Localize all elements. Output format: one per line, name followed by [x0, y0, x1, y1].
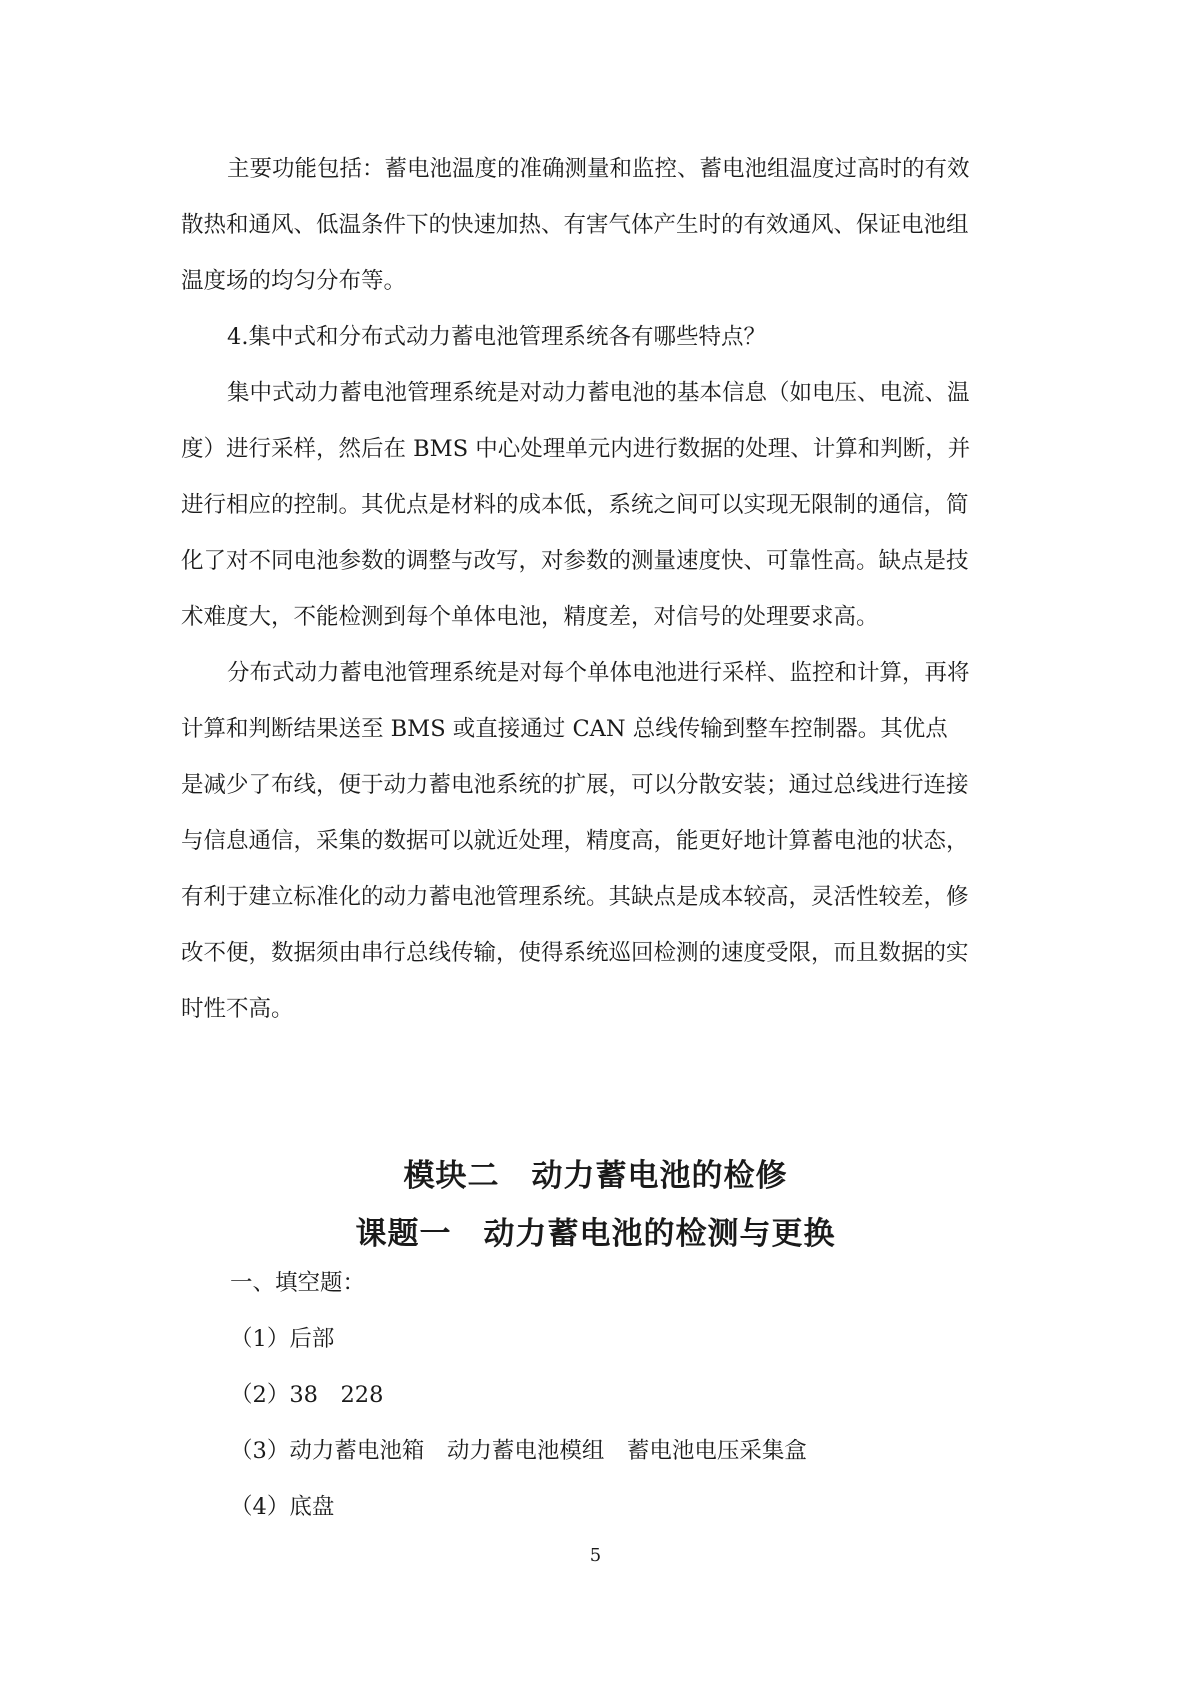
- fill-blank-heading: 一、填空题：: [230, 1270, 366, 1296]
- text-line: 主要功能包括：蓄电池温度的准确测量和监控、蓄电池组温度过高时的有效: [227, 156, 970, 182]
- text-line: 有利于建立标准化的动力蓄电池管理系统。其缺点是成本较高，灵活性较差，修: [181, 884, 969, 910]
- page-number: 5: [589, 1545, 602, 1566]
- topic-title: 课题一 动力蓄电池的检测与更换: [355, 1216, 836, 1252]
- text-line: 温度场的均匀分布等。: [181, 268, 407, 294]
- text-line: 时性不高。: [181, 996, 294, 1022]
- text-line: 散热和通风、低温条件下的快速加热、有害气体产生时的有效通风、保证电池组: [181, 212, 969, 238]
- answer-item: （2）38 228: [230, 1382, 384, 1408]
- text-line: 进行相应的控制。其优点是材料的成本低，系统之间可以实现无限制的通信，简: [181, 492, 969, 518]
- text-line: 化了对不同电池参数的调整与改写，对参数的测量速度快、可靠性高。缺点是技: [181, 548, 969, 574]
- text-line: 集中式动力蓄电池管理系统是对动力蓄电池的基本信息（如电压、电流、温: [227, 380, 970, 406]
- question-text: 4.集中式和分布式动力蓄电池管理系统各有哪些特点？: [227, 324, 766, 350]
- text-line: 计算和判断结果送至 BMS 或直接通过 CAN 总线传输到整车控制器。其优点: [181, 716, 948, 742]
- text-line: 与信息通信，采集的数据可以就近处理，精度高，能更好地计算蓄电池的状态，: [181, 828, 969, 854]
- text-line: 术难度大，不能检测到每个单体电池，精度差，对信号的处理要求高。: [181, 604, 879, 630]
- paragraph-centralized-bms: [181, 365, 1016, 645]
- answer-item: （1）后部: [230, 1326, 335, 1352]
- paragraph-main-functions: [181, 141, 1016, 309]
- text-line: 分布式动力蓄电池管理系统是对每个单体电池进行采样、监控和计算，再将: [227, 660, 970, 686]
- answer-item: （4）底盘: [230, 1494, 335, 1520]
- answer-item: （3）动力蓄电池箱 动力蓄电池模组 蓄电池电压采集盒: [230, 1438, 807, 1464]
- question-heading: [181, 309, 1016, 365]
- text-line: 是减少了布线，便于动力蓄电池系统的扩展，可以分散安装；通过总线进行连接: [181, 772, 969, 798]
- module-title: 模块二 动力蓄电池的检修: [403, 1158, 788, 1194]
- paragraph-distributed-bms: [181, 645, 1016, 1037]
- text-line: 改不便，数据须由串行总线传输，使得系统巡回检测的速度受限，而且数据的实: [181, 940, 969, 966]
- text-line: 度）进行采样，然后在 BMS 中心处理单元内进行数据的处理、计算和判断，并: [181, 436, 971, 462]
